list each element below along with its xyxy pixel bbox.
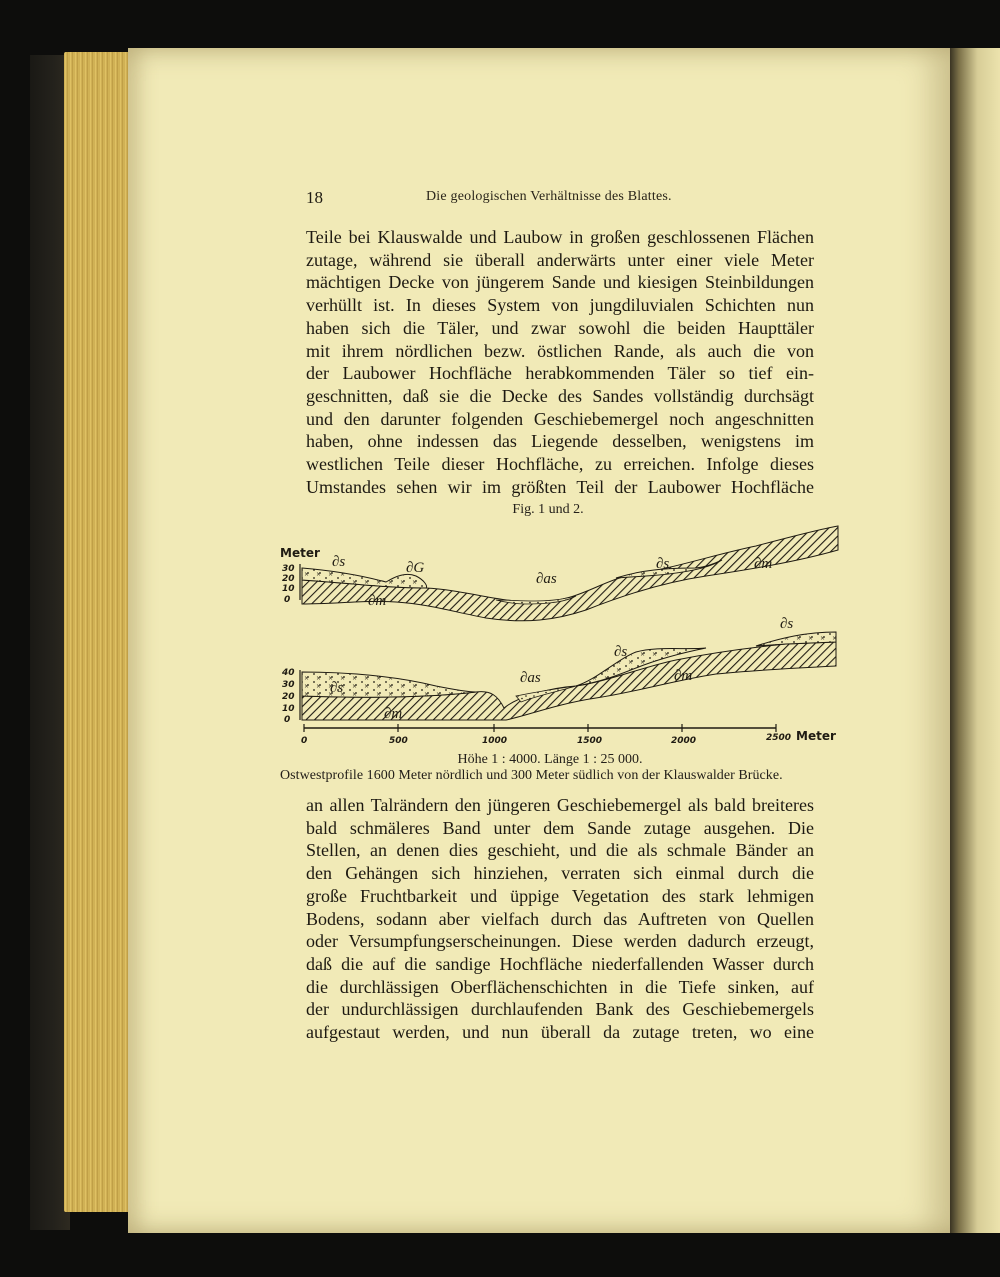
text-line: mit ihrem nördlichen bezw. östlichen Rande, als auch die von bbox=[306, 340, 814, 361]
text-line: oder Versumpfungserscheinungen. Diese werden dadurch erzeugt, bbox=[306, 931, 814, 952]
profile1-label-ds-right: ∂s bbox=[656, 556, 670, 572]
page-stack-edge bbox=[64, 52, 136, 1212]
text-line: große Fruchtbarkeit und üppige Vegetation des stark lehmigen bbox=[306, 885, 814, 906]
x-tick-label-1000: 1000 bbox=[482, 736, 508, 746]
text-line: die durchlässigen Oberflächenschichten in die Tiefe sinken, auf bbox=[306, 976, 814, 997]
profile2-label-ds-left: ∂s bbox=[330, 680, 344, 696]
x-tick-label-0: 0 bbox=[301, 736, 308, 746]
text-line: Umstandes sehen wir im größten Teil der Laubower Hochfläche bbox=[306, 476, 814, 497]
text-line: westlichen Teile dieser Hochfläche, zu erreichen. Infolge dieses bbox=[306, 454, 814, 475]
profile1-tick-0: 0 bbox=[284, 595, 291, 605]
x-tick-label-500: 500 bbox=[389, 736, 408, 746]
profile2-tick-40: 40 bbox=[282, 668, 295, 678]
text-line: und den darunter folgenden Geschiebemergel noch angeschnitten bbox=[306, 408, 814, 429]
figure-title: Fig. 1 und 2. bbox=[512, 502, 584, 517]
text-line: bald schmäleres Band unter dem Sande zutage ausgehen. Die bbox=[306, 817, 814, 838]
text-line: haben sich die Täler, und zwar sowohl die beiden Haupttäler bbox=[306, 317, 814, 338]
paragraph-bottom bbox=[306, 794, 814, 1044]
profile2-label-dm-right: ∂m bbox=[674, 668, 693, 684]
profile1-tick-20: 20 bbox=[282, 574, 295, 584]
text-line: mächtigen Decke von jüngerem Sande und kiesigen Steinbildungen bbox=[306, 272, 814, 293]
text-line: der Laubower Hochfläche herabkommenden Täler so tief ein- bbox=[306, 363, 814, 384]
profile2-sand-left bbox=[302, 672, 476, 697]
x-axis-unit: Meter bbox=[796, 729, 836, 743]
text-line: verhüllt ist. In dieses System von jungdiluvialen Schichten nun bbox=[306, 295, 814, 316]
text-line: geschnitten, daß sie die Decke des Sandes vollständig durchsägt bbox=[306, 385, 814, 406]
text-line: daß die auf die sandige Hochfläche niederfallenden Wasser durch bbox=[306, 953, 814, 974]
profile2-label-dm-left: ∂m bbox=[384, 706, 403, 722]
geological-profile-figure bbox=[276, 520, 846, 752]
facing-page-edge bbox=[950, 48, 1000, 1233]
profile1-tick-30: 30 bbox=[282, 564, 295, 574]
profile2-label-ds-right: ∂s bbox=[780, 616, 794, 632]
profile2-tick-30: 30 bbox=[282, 680, 295, 690]
text-line: Teile bei Klauswalde und Laubow in großen geschlossenen Flächen bbox=[306, 227, 814, 247]
profile1-label-ds-left: ∂s bbox=[332, 554, 346, 570]
profile1-label-das: ∂as bbox=[536, 571, 557, 587]
profile1-label-dg: ∂G bbox=[406, 560, 425, 576]
figure-caption: Ostwestprofile 1600 Meter nördlich und 300 Meter südlich von der Klauswalder Brücke. bbox=[280, 768, 783, 783]
text-line: an allen Talrändern den jüngeren Geschiebemergel als bald breiteres bbox=[306, 795, 814, 815]
text-line: der undurchlässigen durchlaufenden Bank des Geschiebemergels bbox=[306, 999, 814, 1020]
x-tick-label-1500: 1500 bbox=[577, 736, 603, 746]
text-line: den Gehängen sich hinziehen, verraten sich einmal durch die bbox=[306, 863, 814, 884]
profile2-tick-20: 20 bbox=[282, 692, 295, 702]
figure-scale-caption: Höhe 1 : 4000. Länge 1 : 25 000. bbox=[457, 752, 643, 767]
text-line: Stellen, an denen dies geschieht, und die als schmale Bänder an bbox=[306, 840, 814, 861]
page-header bbox=[306, 188, 814, 210]
paragraph-top bbox=[306, 226, 814, 498]
x-tick-label-2500: 2500 bbox=[766, 733, 792, 743]
text-line: haben, ohne indessen das Liegende desselben, wenigstens im bbox=[306, 431, 814, 452]
x-tick-label-2000: 2000 bbox=[671, 736, 697, 746]
text-line: aufgestaut werden, und nun überall da zutage treten, wo eine bbox=[306, 1022, 814, 1043]
profile1-y-unit: Meter bbox=[280, 546, 320, 560]
profile2-tick-0: 0 bbox=[284, 715, 291, 725]
profile1-tick-10: 10 bbox=[282, 584, 295, 594]
text-line: Bodens, sodann aber vielfach durch das Auftreten von Quellen bbox=[306, 908, 814, 929]
profile2-label-das: ∂as bbox=[520, 670, 541, 686]
profile2-label-ds-mid: ∂s bbox=[614, 644, 628, 660]
profile1-label-dm-right: ∂m bbox=[754, 556, 773, 572]
text-line: zutage, während sie überall anderwärts unter einer viele Meter bbox=[306, 249, 814, 270]
running-head: Die geologischen Verhältnisse des Blattes. bbox=[426, 189, 672, 204]
profile1-label-dm-left: ∂m bbox=[368, 593, 387, 609]
profile2-tick-10: 10 bbox=[282, 704, 295, 714]
page-number: 18 bbox=[306, 188, 323, 207]
